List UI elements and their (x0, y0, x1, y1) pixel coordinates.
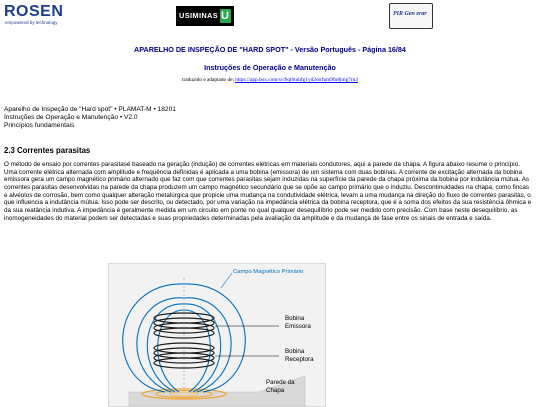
partner-logo (389, 3, 433, 29)
section-heading: 2.3 Correntes parasitas (4, 146, 91, 155)
document-meta (4, 106, 176, 131)
section-body: O método de ensaio por correntes parasitasé baseado na geração (indução) de correntes elétricas em materiais condutores, aqui a parede da chapa. A figura abaixo resume o princípio. Uma corrente elétrica alternada com amplitude e frequência definidas é aplicada a uma bobina (emissora) de um sistema com duas bobinas. A corrente de excitação alternada da bobina emissora gera um campo magnético primário alternado que faz com que correntes parasitas sejam induzidas na superfície da parede da chapa próxima da bobina por indutância mútua. As correntes parasitas desenvolvidas na parede da chapa produzem um campo magnético secundário que se opõe ao campo primário que o induziu. Descontinuidades na chapa, como fincas e alvéolos de corrosão, bem como qualquer alteração metalúrgica que propicie uma mudança na condutividade elétrica, levam a uma mudança na direção do fluxo de correntes parasitas, o que influencia a indutância mútua. Isso pode ser descrito, ou detectado, por uma variação na impedância elétrica da bobina receptora, que é a soma dos efeitos da sua resistência ôhmica e da sua reatância indutiva. A impedância é geralmente medida em um circuito em ponte no qual qualquer desequilíbrio pode ser medido com precisão. Com base neste desequilíbrio, as inomogeneidades do material podem ser detectadas e suas propriedades determinadas pela avaliação da amplitude e da mudança de fase entre os sinais de entrada e saída. (4, 161, 532, 222)
meta-line-2: Instruções de Operação e Manutenção • V2.0 (4, 114, 138, 122)
rosen-logo (4, 4, 74, 26)
rosen-logo-tagline: empowered by technology (5, 20, 58, 25)
translation-note (0, 77, 540, 83)
label-emitter-coil: Bobina Emissora (285, 315, 311, 330)
meta-line-1: Aparelho de Inspeção de "Hard spot" • PLAMAT-M • 18201 (4, 106, 176, 113)
label-receiver-coil: Bobina Receptora (285, 348, 314, 363)
usiminas-u-mark-icon: U (220, 9, 231, 23)
translation-link[interactable]: https://app.box.com/s/c6ql6tuhfg1yd2otrfum9fn8jmg7rn3 (235, 77, 358, 83)
document-title: APARELHO DE INSPEÇÃO DE "HARD SPOT" - Versão Português - Página 16/84 (134, 45, 406, 54)
label-plate-wall: Parede da Chapa (266, 379, 295, 394)
label-primary-field: Campo Magnético Primário (233, 269, 304, 275)
meta-line-3: Princípios fundamentais (4, 122, 75, 130)
partner-logo-name: PIR Gen erar (393, 11, 427, 17)
usiminas-logo-name: USIMINAS (179, 11, 219, 20)
eddy-current-figure (108, 263, 326, 407)
document-subtitle: Instruções de Operação e Manutenção (204, 63, 336, 72)
rosen-logo-name: ROSEN (4, 3, 64, 20)
usiminas-logo (176, 6, 234, 26)
translation-prefix: traduzido e adaptado de: (182, 77, 234, 83)
